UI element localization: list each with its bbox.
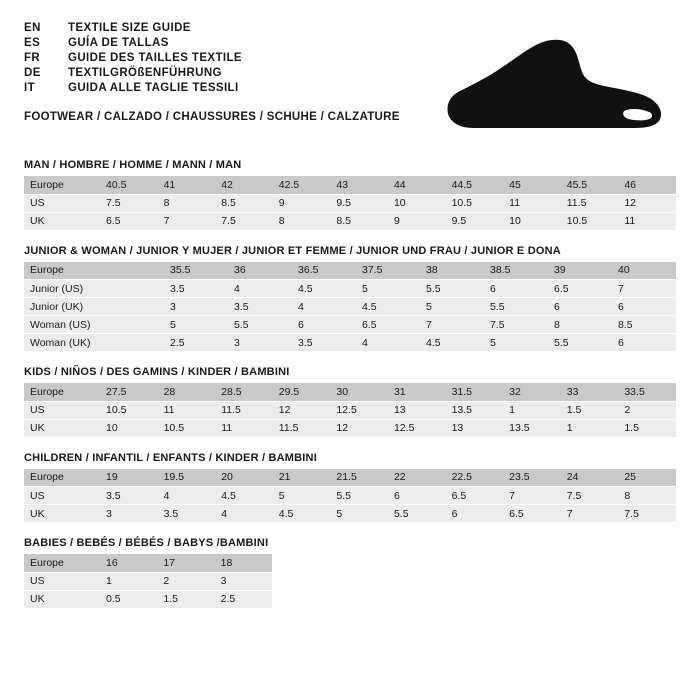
cell: 44 bbox=[388, 176, 446, 194]
cell: 7 bbox=[561, 505, 619, 523]
cell: 6 bbox=[612, 298, 676, 316]
cell: 44.5 bbox=[446, 176, 504, 194]
size-table-junior-woman bbox=[24, 262, 676, 353]
cell: 11.5 bbox=[215, 401, 273, 419]
cell: 12 bbox=[273, 401, 331, 419]
cell: 1.5 bbox=[618, 419, 676, 437]
table-row bbox=[24, 316, 676, 334]
cell: 0.5 bbox=[100, 590, 157, 608]
cell: 3 bbox=[164, 298, 228, 316]
cell: 11 bbox=[215, 419, 273, 437]
cell: 7.5 bbox=[215, 212, 273, 230]
language-title: GUIDE DES TAILLES TEXTILE bbox=[68, 52, 242, 64]
cell bbox=[100, 334, 164, 352]
cell: 33.5 bbox=[618, 383, 676, 401]
cell: 11.5 bbox=[273, 419, 331, 437]
cell: 6 bbox=[292, 316, 356, 334]
cell: 7.5 bbox=[484, 316, 548, 334]
cell bbox=[100, 280, 164, 298]
cell: 27.5 bbox=[100, 383, 158, 401]
cell bbox=[100, 262, 164, 280]
cell: 18 bbox=[215, 554, 272, 572]
cell: 7 bbox=[420, 316, 484, 334]
cell: 5.5 bbox=[228, 316, 292, 334]
cell: 13.5 bbox=[503, 419, 561, 437]
section-junior-woman bbox=[24, 245, 676, 353]
cell: 31 bbox=[388, 383, 446, 401]
section-title: JUNIOR & WOMAN / JUNIOR Y MUJER / JUNIOR ET FEMME / JUNIOR UND FRAU / JUNIOR E DONA bbox=[24, 244, 561, 257]
cell: 8 bbox=[548, 316, 612, 334]
cell: 11 bbox=[503, 194, 561, 212]
cell: 4.5 bbox=[273, 505, 331, 523]
cell: 6 bbox=[388, 487, 446, 505]
cell: 11.5 bbox=[561, 194, 619, 212]
cell: 6 bbox=[446, 505, 504, 523]
cell: 2 bbox=[157, 572, 214, 590]
cell: 8.5 bbox=[330, 212, 388, 230]
cell: 7.5 bbox=[618, 505, 676, 523]
cell: 1 bbox=[100, 572, 157, 590]
cell: 4 bbox=[356, 334, 420, 352]
cell: 10.5 bbox=[446, 194, 504, 212]
cell: 6.5 bbox=[503, 505, 561, 523]
cell: 30 bbox=[330, 383, 388, 401]
cell: 5.5 bbox=[330, 487, 388, 505]
table-row bbox=[24, 419, 676, 437]
language-code: FR bbox=[24, 52, 41, 64]
cell: 3 bbox=[100, 505, 158, 523]
cell: 23.5 bbox=[503, 469, 561, 487]
cell: 38 bbox=[420, 262, 484, 280]
cell: 19.5 bbox=[158, 469, 216, 487]
dress-shoe-icon bbox=[430, 36, 670, 146]
cell: 4.5 bbox=[292, 280, 356, 298]
cell: 22 bbox=[388, 469, 446, 487]
cell: 12 bbox=[618, 194, 676, 212]
cell: 7 bbox=[612, 280, 676, 298]
cell: 33 bbox=[561, 383, 619, 401]
size-table-man bbox=[24, 176, 676, 231]
cell: 45 bbox=[503, 176, 561, 194]
cell: 1 bbox=[561, 419, 619, 437]
size-table-children bbox=[24, 469, 676, 524]
row-label: UK bbox=[24, 212, 100, 230]
cell: 8 bbox=[158, 194, 216, 212]
language-title: TEXTILE SIZE GUIDE bbox=[68, 22, 191, 34]
cell: 12.5 bbox=[388, 419, 446, 437]
cell: 8.5 bbox=[612, 316, 676, 334]
cell: 40 bbox=[612, 262, 676, 280]
cell: 25 bbox=[618, 469, 676, 487]
cell: 7.5 bbox=[561, 487, 619, 505]
table-row bbox=[24, 590, 272, 608]
row-label: US bbox=[24, 572, 100, 590]
cell: 6 bbox=[548, 298, 612, 316]
row-label: Europe bbox=[24, 383, 100, 401]
language-code: DE bbox=[24, 67, 41, 79]
cell: 8.5 bbox=[215, 194, 273, 212]
cell: 17 bbox=[157, 554, 214, 572]
section-babies bbox=[24, 537, 676, 609]
row-label: Europe bbox=[24, 469, 100, 487]
cell: 22.5 bbox=[446, 469, 504, 487]
table-row bbox=[24, 487, 676, 505]
cell: 7 bbox=[503, 487, 561, 505]
cell: 6.5 bbox=[446, 487, 504, 505]
size-table-babies bbox=[24, 554, 272, 609]
cell: 5 bbox=[356, 280, 420, 298]
cell: 10.5 bbox=[561, 212, 619, 230]
cell: 16 bbox=[100, 554, 157, 572]
cell: 5.5 bbox=[484, 298, 548, 316]
cell: 1.5 bbox=[157, 590, 214, 608]
cell: 2 bbox=[618, 401, 676, 419]
cell: 6.5 bbox=[356, 316, 420, 334]
section-children bbox=[24, 452, 676, 524]
table-row bbox=[24, 469, 676, 487]
table-row bbox=[24, 298, 676, 316]
table-row bbox=[24, 212, 676, 230]
table-row bbox=[24, 505, 676, 523]
language-title: TEXTILGRÖßENFÜHRUNG bbox=[68, 67, 222, 79]
cell: 5.5 bbox=[548, 334, 612, 352]
cell: 32 bbox=[503, 383, 561, 401]
row-label: US bbox=[24, 487, 100, 505]
cell: 6.5 bbox=[548, 280, 612, 298]
table-row bbox=[24, 383, 676, 401]
language-code: IT bbox=[24, 82, 36, 94]
cell: 4 bbox=[228, 280, 292, 298]
cell: 10.5 bbox=[158, 419, 216, 437]
cell: 9.5 bbox=[446, 212, 504, 230]
row-label: Europe bbox=[24, 554, 100, 572]
row-label: Woman (UK) bbox=[24, 334, 100, 352]
cell: 13 bbox=[388, 401, 446, 419]
cell: 35.5 bbox=[164, 262, 228, 280]
cell: 8 bbox=[273, 212, 331, 230]
cell: 31.5 bbox=[446, 383, 504, 401]
section-title: BABIES / BEBÉS / BÉBÉS / BABYS /BAMBINI bbox=[24, 537, 269, 549]
size-table-kids bbox=[24, 383, 676, 438]
cell: 3 bbox=[228, 334, 292, 352]
cell: 45.5 bbox=[561, 176, 619, 194]
row-label: UK bbox=[24, 419, 100, 437]
cell: 36.5 bbox=[292, 262, 356, 280]
cell: 38.5 bbox=[484, 262, 548, 280]
cell: 9.5 bbox=[330, 194, 388, 212]
cell: 10 bbox=[388, 194, 446, 212]
cell: 11 bbox=[158, 401, 216, 419]
cell: 21.5 bbox=[330, 469, 388, 487]
cell: 5 bbox=[164, 316, 228, 334]
cell: 6.5 bbox=[100, 212, 158, 230]
cell: 20 bbox=[215, 469, 273, 487]
cell: 40.5 bbox=[100, 176, 158, 194]
cell: 12 bbox=[330, 419, 388, 437]
row-label: Woman (US) bbox=[24, 316, 100, 334]
cell: 5 bbox=[273, 487, 331, 505]
table-row bbox=[24, 194, 676, 212]
cell: 13.5 bbox=[446, 401, 504, 419]
cell: 11 bbox=[618, 212, 676, 230]
cell: 5.5 bbox=[420, 280, 484, 298]
cell: 6 bbox=[484, 280, 548, 298]
row-label: Europe bbox=[24, 262, 100, 280]
cell: 37.5 bbox=[356, 262, 420, 280]
language-code: EN bbox=[24, 22, 41, 34]
cell: 28 bbox=[158, 383, 216, 401]
cell: 2.5 bbox=[164, 334, 228, 352]
cell: 19 bbox=[100, 469, 158, 487]
section-man bbox=[24, 159, 676, 231]
cell: 46 bbox=[618, 176, 676, 194]
cell: 7.5 bbox=[100, 194, 158, 212]
row-label: Junior (US) bbox=[24, 280, 100, 298]
cell: 28.5 bbox=[215, 383, 273, 401]
language-code: ES bbox=[24, 37, 41, 49]
document-header bbox=[24, 22, 676, 123]
table-row bbox=[24, 334, 676, 352]
section-kids bbox=[24, 366, 676, 438]
cell: 42.5 bbox=[273, 176, 331, 194]
cell: 9 bbox=[388, 212, 446, 230]
cell: 6 bbox=[612, 334, 676, 352]
cell: 43 bbox=[330, 176, 388, 194]
cell: 5.5 bbox=[388, 505, 446, 523]
cell: 3 bbox=[215, 572, 272, 590]
cell: 39 bbox=[548, 262, 612, 280]
cell: 3.5 bbox=[158, 505, 216, 523]
cell: 9 bbox=[273, 194, 331, 212]
cell: 4 bbox=[158, 487, 216, 505]
row-label: UK bbox=[24, 590, 100, 608]
cell: 7 bbox=[158, 212, 216, 230]
cell: 5 bbox=[484, 334, 548, 352]
language-title: GUIDA ALLE TAGLIE TESSILI bbox=[68, 82, 239, 94]
cell: 10 bbox=[100, 419, 158, 437]
cell: 13 bbox=[446, 419, 504, 437]
table-row bbox=[24, 280, 676, 298]
cell: 36 bbox=[228, 262, 292, 280]
cell: 21 bbox=[273, 469, 331, 487]
cell: 5 bbox=[420, 298, 484, 316]
section-title: MAN / HOMBRE / HOMME / MANN / MAN bbox=[24, 159, 242, 171]
cell: 1.5 bbox=[561, 401, 619, 419]
row-label: US bbox=[24, 401, 100, 419]
cell: 4.5 bbox=[420, 334, 484, 352]
section-title: CHILDREN / INFANTIL / ENFANTS / KINDER / BAMBINI bbox=[24, 451, 317, 464]
row-label: UK bbox=[24, 505, 100, 523]
cell: 42 bbox=[215, 176, 273, 194]
section-title: KIDS / NIÑOS / DES GAMINS / KINDER / BAMBINI bbox=[24, 366, 290, 378]
cell: 41 bbox=[158, 176, 216, 194]
row-label: Europe bbox=[24, 176, 100, 194]
cell bbox=[100, 316, 164, 334]
cell: 3.5 bbox=[164, 280, 228, 298]
cell: 10 bbox=[503, 212, 561, 230]
table-row bbox=[24, 262, 676, 280]
category-heading: FOOTWEAR / CALZADO / CHAUSSURES / SCHUHE / CALZATURE bbox=[24, 111, 400, 123]
cell: 12.5 bbox=[330, 401, 388, 419]
cell: 29.5 bbox=[273, 383, 331, 401]
cell: 3.5 bbox=[292, 334, 356, 352]
table-row bbox=[24, 401, 676, 419]
language-title: GUÍA DE TALLAS bbox=[68, 37, 169, 49]
row-label: US bbox=[24, 194, 100, 212]
table-row bbox=[24, 572, 272, 590]
cell: 4 bbox=[215, 505, 273, 523]
cell: 5 bbox=[330, 505, 388, 523]
cell: 4.5 bbox=[215, 487, 273, 505]
cell: 3.5 bbox=[228, 298, 292, 316]
cell: 8 bbox=[618, 487, 676, 505]
cell: 2.5 bbox=[215, 590, 272, 608]
cell: 4 bbox=[292, 298, 356, 316]
table-row bbox=[24, 554, 272, 572]
cell: 24 bbox=[561, 469, 619, 487]
table-row bbox=[24, 176, 676, 194]
cell: 4.5 bbox=[356, 298, 420, 316]
cell: 3.5 bbox=[100, 487, 158, 505]
cell: 10.5 bbox=[100, 401, 158, 419]
cell bbox=[100, 298, 164, 316]
cell: 1 bbox=[503, 401, 561, 419]
row-label: Junior (UK) bbox=[24, 298, 100, 316]
